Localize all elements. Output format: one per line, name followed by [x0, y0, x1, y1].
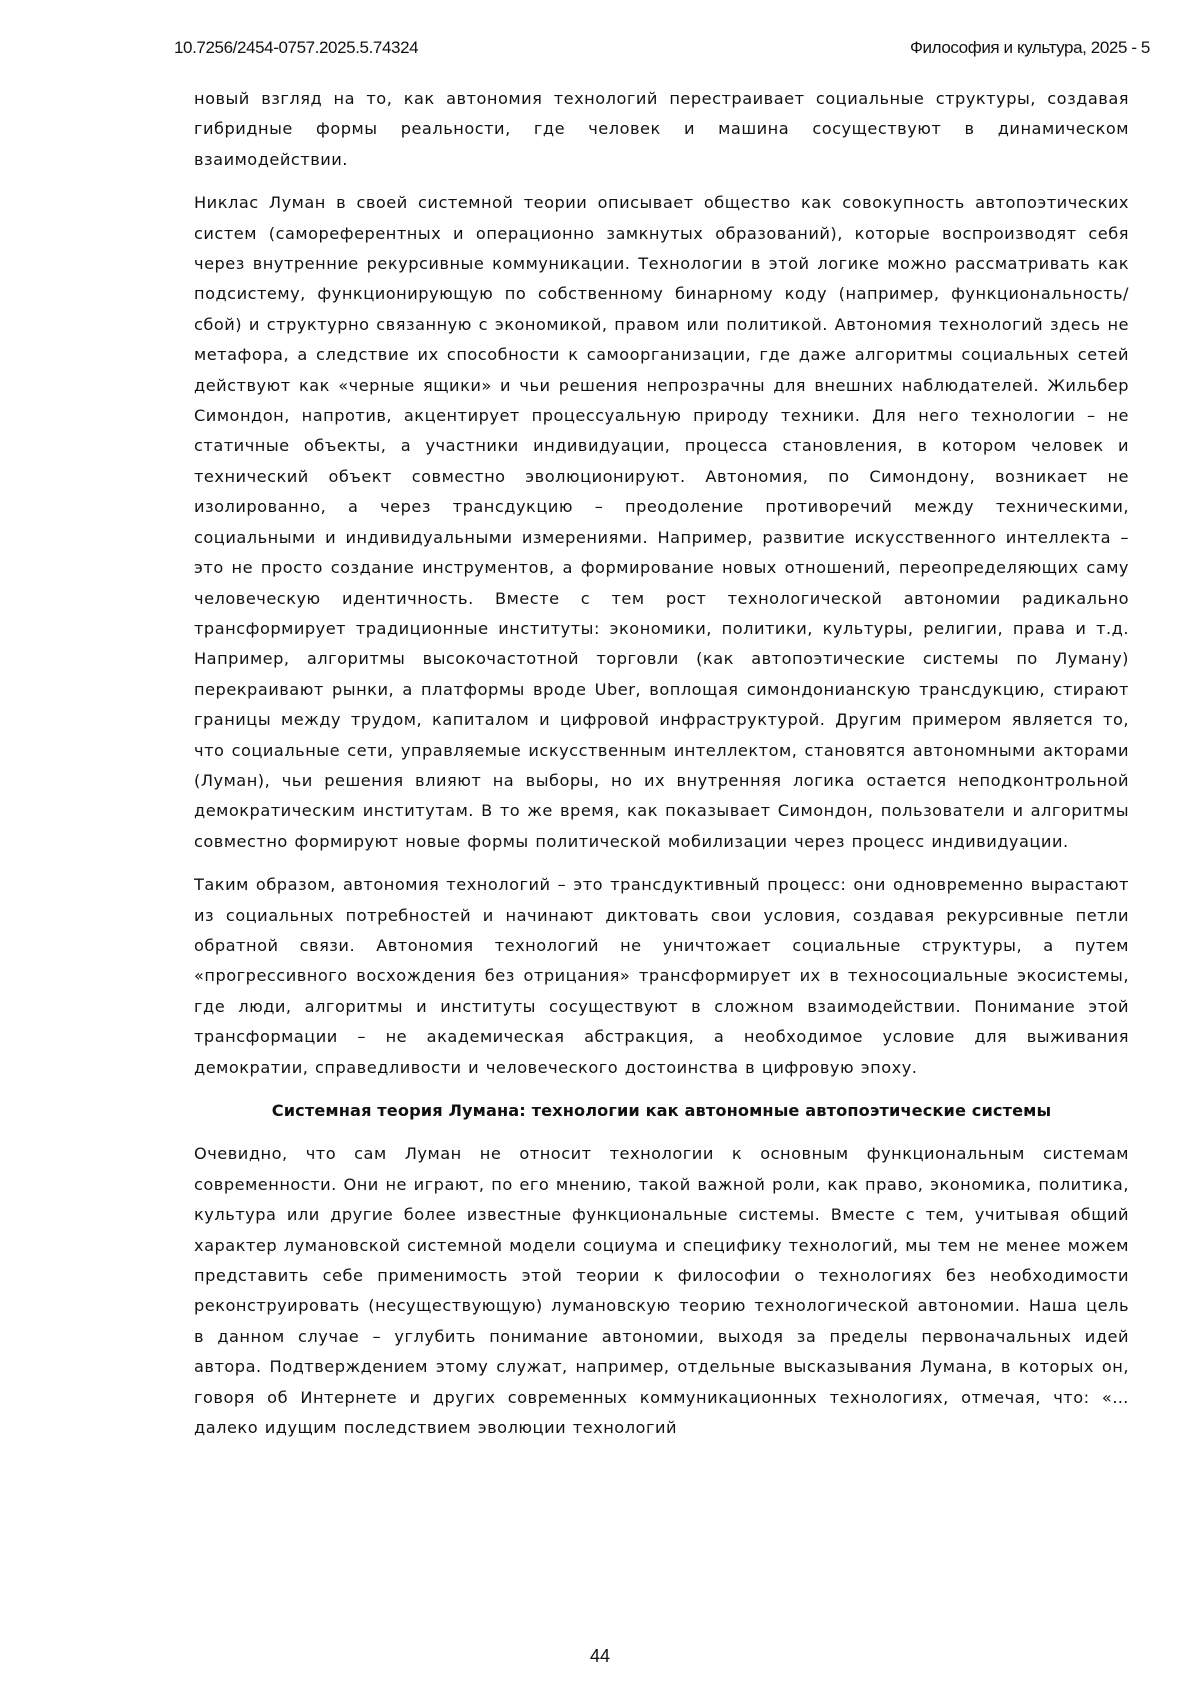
article-body — [194, 84, 1129, 1443]
paragraph-section-body: Очевидно, что сам Луман не относит технологии к основным функциональным системам современности. Они не играют, по его мнению, такой важной роли, как право, экономика, политика, культура или другие более известные функциональные системы. Вместе с тем, учитывая общий характер лумановской системной модели социума и специфику технологий, мы тем не менее можем представить себе применимость этой теории к философии о технологиях без необходимости реконструировать (несуществующую) лумановскую теорию технологической автономии. Наша цель в данном случае – углубить понимание автономии, выходя за пределы первоначальных идей автора. Подтверждением этому служат, например, отдельные высказывания Лумана, в которых он, говоря об Интернете и других современных коммуникационных технологиях, отмечая, что: «…далеко идущим последствием эволюции технологий — [194, 1139, 1129, 1443]
section-heading: Системная теория Лумана: технологии как автономные автопоэтические системы — [194, 1096, 1129, 1126]
paragraph-luhman-simondon: Никлас Луман в своей системной теории описывает общество как совокупность автопоэтических систем (самореферентных и операционно замкнутых образований), которые воспроизводят себя через внутренние рекурсивные коммуникации. Технологии в этой логике можно рассматривать как подсистему, функционирующую по собственному бинарному коду (например, функциональность/сбой) и структурно связанную с экономикой, правом или политикой. Автономия технологий здесь не метафора, а следствие их способности к самоорганизации, где даже алгоритмы социальных сетей действуют как «черные ящики» и чьи решения непрозрачны для внешних наблюдателей. Жильбер Симондон, напротив, акцентирует процессуальную природу техники. Для него технологии – не статичные объекты, а участники индивидуации, процесса становления, в котором человек и технический объект совместно эволюционируют. Автономия, по Симондону, возникает не изолированно, а через трансдукцию – преодоление противоречий между техническими, социальными и индивидуальными измерениями. Например, развитие искусственного интеллекта – это не просто создание инструментов, а формирование новых отношений, переопределяющих саму человеческую идентичность. Вместе с тем рост технологической автономии радикально трансформирует традиционные институты: экономики, политики, культуры, религии, права и т.д. Например, алгоритмы высокочастотной торговли (как автопоэтические системы по Луману) перекраивают рынки, а платформы вроде Uber, воплощая симондонианскую трансдукцию, стирают границы между трудом, капиталом и цифровой инфраструктурой. Другим примером является то, что социальные сети, управляемые искусственным интеллектом, становятся автономными акторами (Луман), чьи решения влияют на выборы, но их внутренняя логика остается неподконтрольной демократическим институтам. В то же время, как показывает Симондон, пользователи и алгоритмы совместно формируют новые формы политической мобилизации через процесс индивидуации. — [194, 188, 1129, 857]
page-number: 44 — [0, 1646, 1200, 1667]
journal-issue-label: Философия и культура, 2025 - 5 — [910, 38, 1150, 58]
paragraph-intro-continuation: новый взгляд на то, как автономия технологий перестраивает социальные структуры, создавая гибридные формы реальности, где человек и машина сосуществуют в динамическом взаимодействии. — [194, 84, 1129, 175]
page-header — [174, 38, 1150, 62]
paragraph-conclusion: Таким образом, автономия технологий – это трансдуктивный процесс: они одновременно вырастают из социальных потребностей и начинают диктовать свои условия, создавая рекурсивные петли обратной связи. Автономия технологий не уничтожает социальные структуры, а путем «прогрессивного восхождения без отрицания» трансформирует их в техносоциальные экосистемы, где люди, алгоритмы и институты сосуществуют в сложном взаимодействии. Понимание этой трансформации – не академическая абстракция, а необходимое условие для выживания демократии, справедливости и человеческого достоинства в цифровую эпоху. — [194, 870, 1129, 1083]
doi-label: 10.7256/2454-0757.2025.5.74324 — [174, 38, 418, 58]
